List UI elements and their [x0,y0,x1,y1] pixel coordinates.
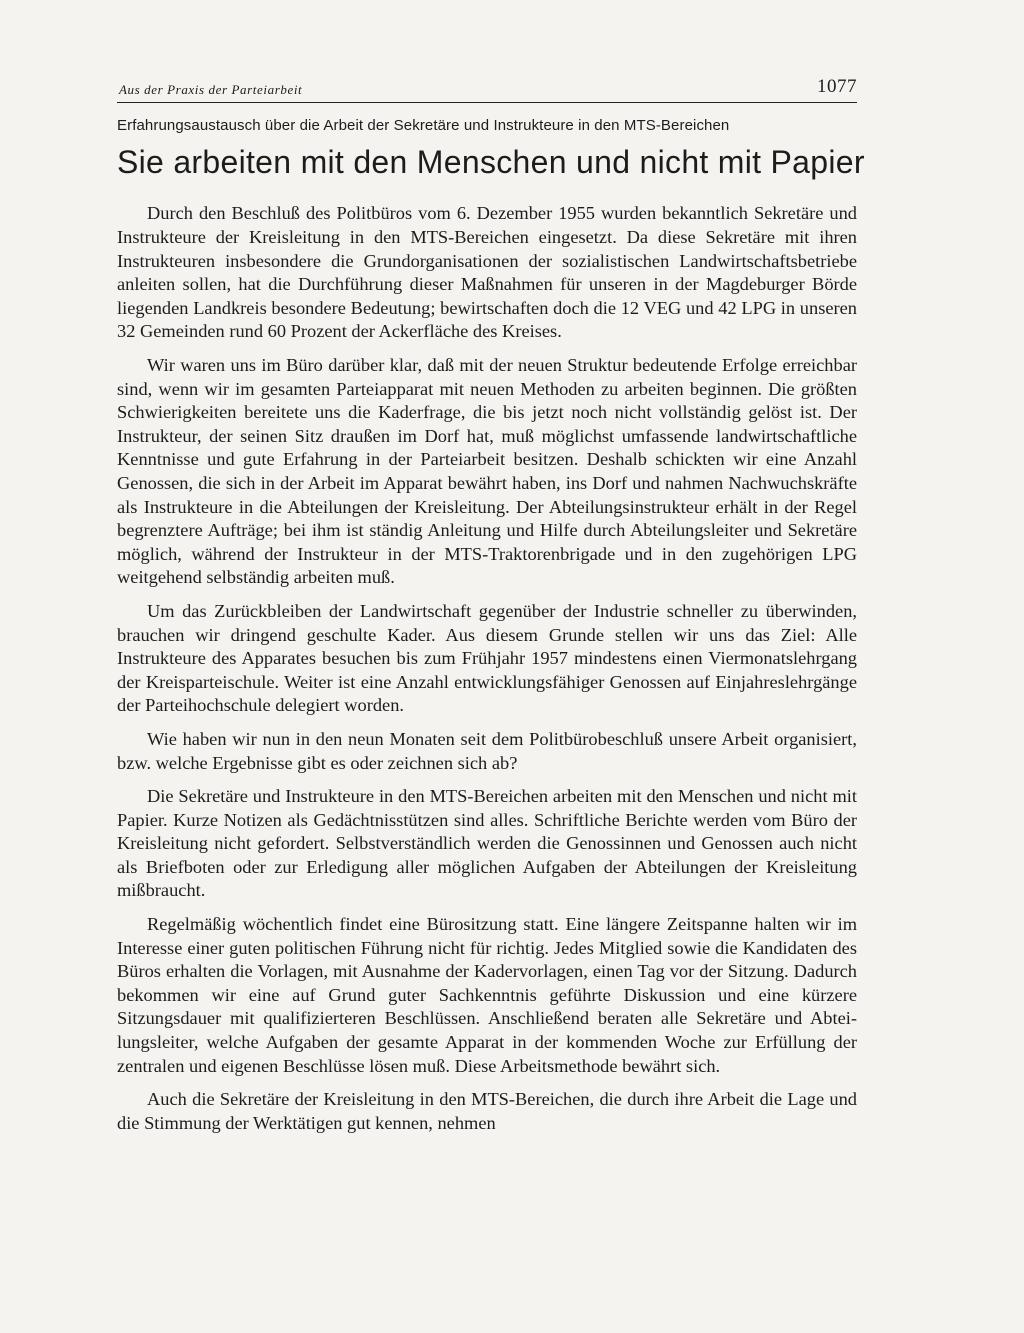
paragraph: Auch die Sekretäre der Kreisleitung in den MTS-Bereichen, die durch ihre Arbeit die Lage und die Stimmung der Werktätigen gut kennen, nehmen [117,1089,857,1133]
page-number: 1077 [817,76,857,97]
article-title: Sie arbeiten mit den Menschen und nicht mit Papier [117,144,865,180]
paragraph: Wie haben wir nun in den neun Monaten seit dem Politbürobeschluß unsere Arbeit organisiert, bzw. welche Ergebnisse gibt es oder zeichnen sich ab? [117,728,857,773]
paragraph: Durch den Beschluß des Politbüros vom 6. Dezember 1955 wurden bekanntlich Sekretäre und Instrukteure der Kreisleitung in den MTS-Bereichen eingesetzt. Da diese Sekretäre mit ihren Instrukteuren insbesondere die Grundorganisationen der sozialistischen Landwirtschaftsbetriebe anleiten sollen, hat die Durchführung dieser Maßnahmen für unseren in der Magdeburger Börde liegenden Landkreis besondere Bedeutung; bewirtschaften doch die 12 VEG und 42 LPG in unseren 32 Gemeinden rund 60 Prozent der Ackerfläche des Kreises. [117,203,857,342]
paragraph: Regelmäßig wöchentlich findet eine Bürositzung statt. Eine längere Zeitspanne halten wir im Interesse einer guten politischen Führung nicht für richtig. Jedes Mitglied sowie die Kandidaten des Büros erhalten die Vorlagen, mit Ausnahme der Kadervorlagen, einen Tag vor der Sitzung. Dadurch bekommen wir eine auf Grund guter Sachkenntnis geführte Diskussion und eine kürzere Sitzungsdauer mit qualifizierteren Beschlüssen. Anschließend beraten alle Sekretäre und Abteilungsleiter, welche Aufgaben der gesamte Apparat in der kommenden Woche zur Erfüllung der zentralen und eigenen Beschlüsse lösen muß. Diese Arbeitsmethode bewährt sich. [117,914,857,1076]
paragraph: Die Sekretäre und Instrukteure in den MTS-Bereichen arbeiten mit den Menschen und nicht mit Papier. Kurze Notizen als Gedächtnisstützen sind alles. Schriftliche Berichte werden vom Büro der Kreisleitung nicht gefordert. Selbstverständlich werden die Genossinnen und Genossen auch nicht als Briefboten oder zur Erledigung aller möglichen Aufgaben der Abteilungen der Kreisleitung mißbraucht. [117,786,857,901]
article-kicker: Erfahrungsaustausch über die Arbeit der Sekretäre und Instrukteure in den MTS-Bereichen [117,117,730,134]
paragraph: Um das Zurückbleiben der Landwirtschaft gegenüber der Industrie schneller zu überwinden, brauchen wir dringend geschulte Kader. Aus diesem Grunde stellen wir uns das Ziel: Alle Instrukteure des Apparates besuchen bis zum Frühjahr 1957 mindestens einen Viermonatslehrgang der Kreisparteischule. Weiter ist eine Anzahl entwicklungsfähiger Genossen auf Einjahreslehrgänge der Parteihochschule delegiert worden. [117,600,857,716]
running-header [117,76,857,103]
document-page [117,76,865,1145]
paragraph: Wir waren uns im Büro darüber klar, daß mit der neuen Struktur bedeutende Erfolge erreichbar sind, wenn wir im gesamten Parteiapparat mit neuen Methoden zu arbeiten beginnen. Die größten Schwierigkeiten bereitete uns die Kaderfrage, die bis jetzt noch nicht vollständig gelöst ist. Der Instrukteur, der seinen Sitz draußen im Dorf hat, muß möglichst umfassende landwirtschaftliche Kenntnisse und gute Erfahrung in der Parteiarbeit besitzen. Deshalb schickten wir eine Anzahl Genossen, die sich in der Arbeit im Apparat bewährt haben, ins Dorf und nahmen Nachwuchskräfte als Instrukteure in die Abteilungen der Kreisleitung. Der Abteilungsinstrukteur erhält in der Regel begrenztere Aufträge; bei ihm ist ständig Anleitung und Hilfe durch Abteilungsleiter und Sekretäre möglich, während der Instrukteur in der MTS-Traktorenbrigade und in den zugehörigen LPG weitgehend selbständig arbeiten muß. [117,355,857,588]
running-title: Aus der Praxis der Parteiarbeit [119,82,303,97]
article-body [117,202,857,1135]
